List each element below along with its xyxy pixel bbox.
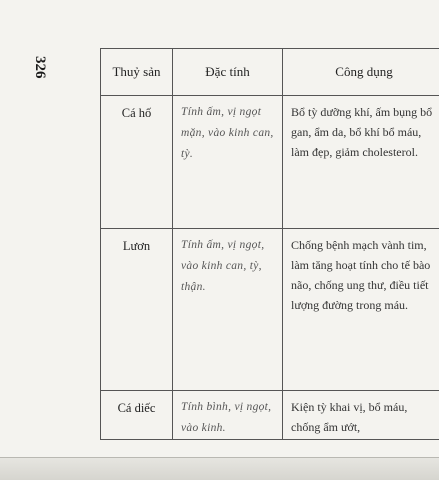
- row-use: Chống bệnh mạch vành tim, làm tăng hoạt tính cho tế bào não, chống ung thư, điều tiết lượng đường trong máu.: [283, 229, 439, 391]
- row-name: Cá hố: [101, 96, 173, 229]
- table-row: [101, 96, 439, 229]
- header-seafood: Thuỷ sản: [101, 49, 173, 96]
- row-name: Lươn: [101, 229, 173, 391]
- row-property: Tính ấm, vị ngọt, vào kinh can, tỳ, thận.: [173, 229, 283, 391]
- page-edge: [0, 457, 439, 458]
- header-use: Công dụng: [283, 49, 439, 96]
- page-number: 326: [32, 56, 48, 79]
- table-row: [101, 391, 439, 440]
- seafood-table: [100, 48, 439, 440]
- row-property: Tính ấm, vị ngọt mặn, vào kinh can, tỳ.: [173, 96, 283, 229]
- row-use: Bổ tỳ dưỡng khí, ấm bụng bổ gan, ẩm da, bổ khí bổ máu, làm đẹp, giảm cholesterol.: [283, 96, 439, 229]
- table-row: [101, 229, 439, 391]
- row-property: Tính bình, vị ngọt, vào kinh.: [173, 391, 283, 440]
- header-property: Đặc tính: [173, 49, 283, 96]
- table-header-row: [101, 49, 439, 96]
- page-bottom-shadow: [0, 457, 439, 480]
- row-name: Cá diếc: [101, 391, 173, 440]
- row-use: Kiện tỳ khai vị, bổ máu, chống ẩm ướt,: [283, 391, 439, 440]
